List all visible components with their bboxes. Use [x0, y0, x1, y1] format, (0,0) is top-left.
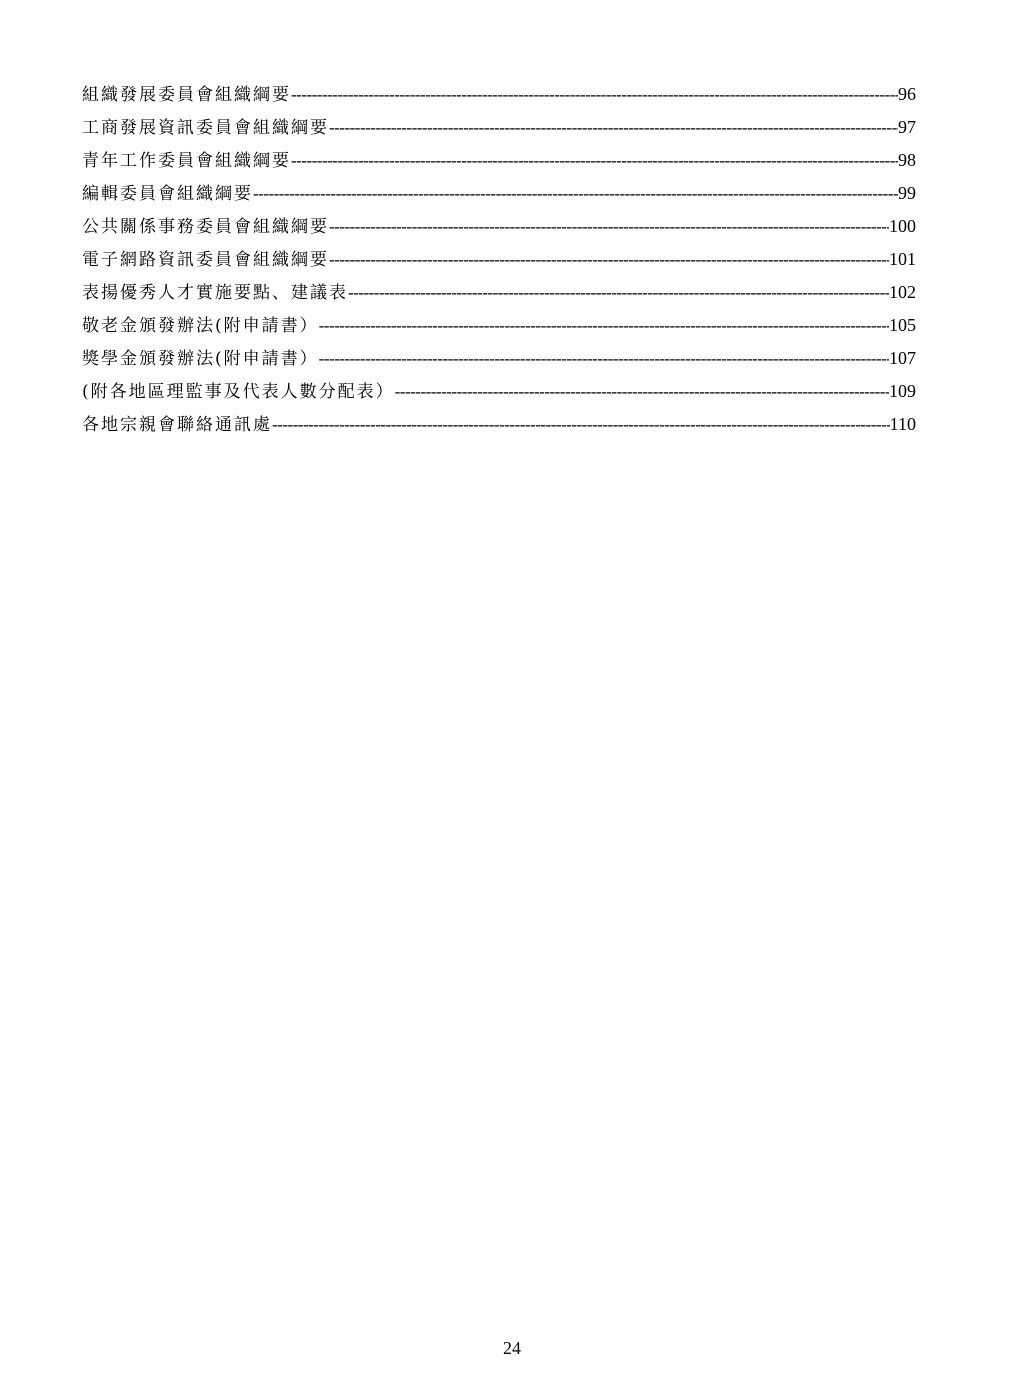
toc-entry-title: 編輯委員會組織綱要	[82, 184, 253, 204]
toc-entry	[82, 375, 916, 408]
toc-entry-page: 109	[889, 381, 916, 401]
toc-dot-leader	[272, 408, 890, 441]
toc-entry-title: 表揚優秀人才實施要點、建議表	[82, 283, 348, 303]
page-number: 24	[503, 1338, 521, 1358]
toc-dot-leader	[291, 144, 898, 177]
toc-entry	[82, 243, 916, 276]
toc-entry-title: 電子網路資訊委員會組織綱要	[82, 250, 329, 270]
toc-entry-page: 96	[898, 84, 916, 104]
toc-entry-page: 105	[889, 315, 916, 335]
table-of-contents	[82, 78, 916, 441]
toc-entry-title: 組織發展委員會組織綱要	[82, 85, 291, 105]
toc-dot-leader	[329, 243, 889, 276]
toc-entry	[82, 144, 916, 177]
toc-entry	[82, 342, 916, 375]
toc-dot-leader	[395, 375, 889, 408]
toc-entry-page: 101	[889, 249, 916, 269]
toc-dot-leader	[348, 276, 889, 309]
toc-entry-title: 工商發展資訊委員會組織綱要	[82, 118, 329, 138]
toc-dot-leader	[319, 342, 889, 375]
toc-entry	[82, 111, 916, 144]
toc-entry-page: 102	[889, 282, 916, 302]
toc-entry	[82, 177, 916, 210]
toc-entry-title: 公共關係事務委員會組織綱要	[82, 217, 329, 237]
toc-entry-title: (附各地區理監事及代表人數分配表）	[82, 382, 395, 402]
toc-entry-page: 97	[898, 117, 916, 137]
toc-entry	[82, 309, 916, 342]
toc-entry-page: 107	[889, 348, 916, 368]
toc-entry-page: 99	[898, 183, 916, 203]
toc-entry-page: 100	[889, 216, 916, 236]
toc-dot-leader	[291, 78, 898, 111]
toc-dot-leader	[253, 177, 898, 210]
toc-entry-title: 青年工作委員會組織綱要	[82, 151, 291, 171]
toc-entry-page: 98	[898, 150, 916, 170]
toc-entry-title: 敬老金頒發辦法(附申請書）	[82, 316, 319, 336]
toc-entry-page: 110	[889, 414, 916, 434]
toc-dot-leader	[329, 111, 898, 144]
toc-dot-leader	[329, 210, 889, 243]
toc-entry	[82, 210, 916, 243]
toc-entry-title: 各地宗親會聯絡通訊處	[82, 415, 272, 435]
toc-entry-title: 獎學金頒發辦法(附申請書）	[82, 349, 319, 369]
toc-dot-leader	[319, 309, 889, 342]
toc-entry	[82, 78, 916, 111]
toc-entry	[82, 276, 916, 309]
toc-entry	[82, 408, 916, 441]
